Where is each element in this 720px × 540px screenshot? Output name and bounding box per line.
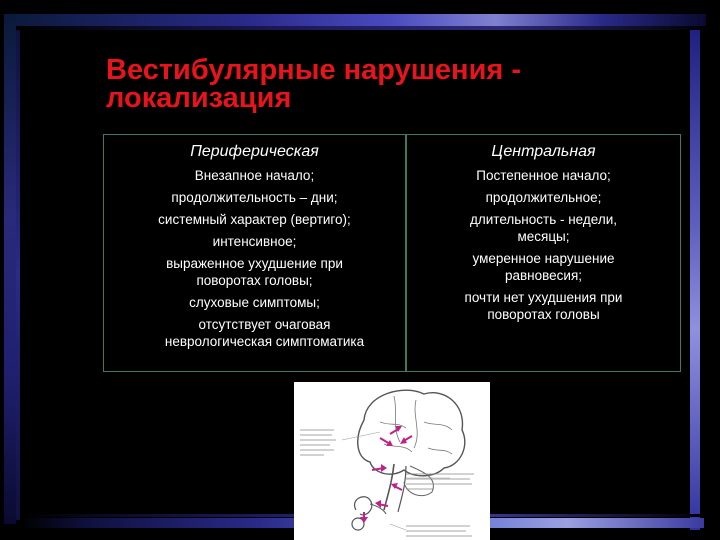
peripheral-item: системный характер (вертиго);	[158, 212, 351, 227]
peripheral-item: выраженное ухудшение при поворотах головы;	[166, 256, 343, 288]
comparison-table	[103, 134, 681, 372]
decorative-bar-top	[4, 14, 706, 26]
slide-title	[106, 56, 666, 112]
central-header: Центральная	[491, 143, 596, 160]
decorative-bar-left-inner	[16, 30, 20, 520]
central-item: продолжительное;	[485, 190, 602, 205]
peripheral-item: Внезапное начало;	[194, 168, 315, 183]
decorative-bar-top-inner	[16, 26, 706, 30]
brain-vestibular-diagram-icon	[294, 382, 490, 540]
central-item: Постепенное начало;	[476, 168, 611, 183]
peripheral-header: Периферическая	[190, 143, 319, 160]
title-line-2: локализация	[106, 82, 292, 114]
decorative-bar-right	[690, 30, 700, 530]
peripheral-item: слуховые симптомы;	[189, 295, 320, 310]
title-line-1: Вестибулярные нарушения -	[106, 54, 522, 86]
peripheral-item: продолжительность – дни;	[171, 190, 338, 205]
central-item: умеренное нарушение равновесия;	[472, 251, 615, 283]
central-item: длительность - недели, месяцы;	[470, 212, 617, 244]
peripheral-column	[103, 134, 406, 372]
central-column	[406, 134, 681, 372]
central-items	[407, 167, 680, 323]
peripheral-item: отсутствует очаговая неврологическая симптоматика	[164, 317, 365, 349]
peripheral-item: интенсивное;	[212, 234, 297, 249]
peripheral-items	[104, 167, 405, 350]
central-item: почти нет ухудшения при поворотах головы	[464, 290, 623, 322]
decorative-bar-left	[4, 14, 16, 524]
